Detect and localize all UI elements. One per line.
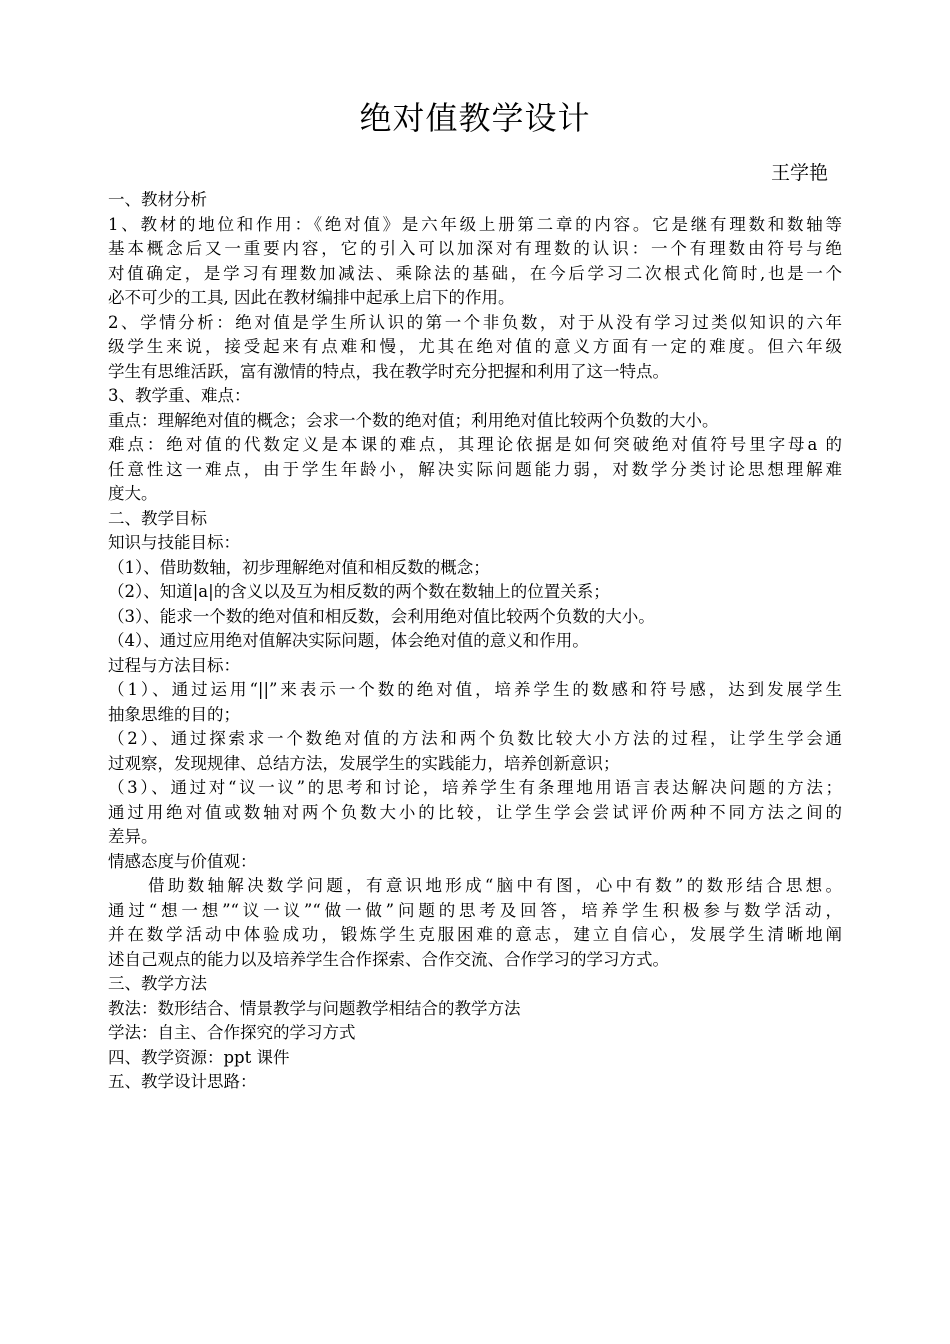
document-author: 王学艳 [770, 162, 828, 184]
text-line: 一、教材分析 [108, 190, 207, 209]
text-line: 重点：理解绝对值的概念；会求一个数的绝对值；利用绝对值比较两个负数的大小。 [108, 410, 719, 430]
text-line: （2）、知道|a|的含义以及互为相反数的两个数在数轴上的位置关系； [108, 582, 610, 601]
text-line: 三、教学方法 [108, 974, 207, 993]
text-line: 过观察，发现规律、总结方法，发展学生的实践能力，培养创新意识； [108, 753, 620, 773]
text-line: 过程与方法目标： [108, 655, 240, 675]
text-line: （2）、通过探索求一个数绝对值的方法和两个负数比较大小方法的过程，让学生学会通 [108, 729, 842, 748]
text-line: 3、教学重、难点： [108, 386, 251, 405]
text-line: 四、教学资源：ppt 课件 [108, 1047, 290, 1067]
document-body [108, 188, 842, 1095]
text-line: 借助数轴解决数学问题，有意识地形成“脑中有图，心中有数”的数形结合思想。 [148, 876, 842, 895]
text-line: 度大。 [108, 484, 158, 503]
text-line: （1）、借助数轴，初步理解绝对值和相反数的概念； [108, 557, 490, 577]
document-title: 绝对值教学设计 [359, 99, 591, 137]
text-line: （1）、通过运用“||”来表示一个数的绝对值，培养学生的数感和符号感，达到发展学生 [108, 680, 842, 699]
text-line: 1、教材的地位和作用：《绝对值》是六年级上册第二章的内容。它是继有理数和数轴等 [108, 214, 842, 234]
text-line: 差异。 [108, 827, 158, 846]
text-line: 情感态度与价值观： [108, 851, 257, 871]
text-line: 教法：数形结合、情景教学与问题教学相结合的教学方法 [108, 998, 521, 1018]
text-line: 难点：绝对值的代数定义是本课的难点，其理论依据是如何突破绝对值符号里字母a 的 [108, 435, 842, 454]
text-line: 必不可少的工具, 因此在教材编排中起承上启下的作用。 [108, 288, 515, 307]
text-line: 五、教学设计思路： [108, 1072, 257, 1091]
text-line: 对值确定，是学习有理数加减法、乘除法的基础，在今后学习二次根式化简时,也是一个 [108, 263, 842, 283]
text-line: 学法：自主、合作探究的学习方式 [108, 1023, 356, 1042]
text-line: 二、教学目标 [108, 508, 207, 528]
text-line: 学生有思维活跃，富有激情的特点，我在教学时充分把握和利用了这一特点。 [108, 361, 669, 381]
text-line: 2、学情分析：绝对值是学生所认识的第一个非负数，对于从没有学习过类似知识的六年 [108, 312, 842, 332]
text-line: 任意性这一难点，由于学生年龄小，解决实际问题能力弱，对数学分类讨论思想理解难 [108, 459, 842, 479]
text-line: 基本概念后又一重要内容，它的引入可以加深对有理数的认识：一个有理数由符号与绝 [108, 239, 842, 258]
text-line: （3）、能求一个数的绝对值和相反数，会利用绝对值比较两个负数的大小。 [108, 606, 655, 626]
text-line: 级学生来说，接受起来有点难和慢，尤其在绝对值的意义方面有一定的难度。但六年级 [108, 337, 842, 356]
text-line: （4）、通过应用绝对值解决实际问题，体会绝对值的意义和作用。 [108, 631, 589, 650]
text-line: 通过“想一想”“议一议”“做一做”问题的思考及回答，培养学生积极参与数学活动， [108, 900, 842, 920]
text-line: 述自己观点的能力以及培养学生合作探索、合作交流、合作学习的学习方式。 [108, 949, 669, 969]
text-line: 知识与技能目标： [108, 533, 240, 552]
text-line: （3）、通过对“议一议”的思考和讨论，培养学生有条理地用语言表达解决问题的方法； [108, 778, 842, 797]
text-line: 通过用绝对值或数轴对两个负数大小的比较，让学生学会尝试评价两种不同方法之间的 [108, 802, 842, 822]
text-line: 抽象思维的目的； [108, 704, 240, 724]
text-line: 并在数学活动中体验成功，锻炼学生克服困难的意志，建立自信心，发展学生清晰地阐 [108, 925, 842, 944]
